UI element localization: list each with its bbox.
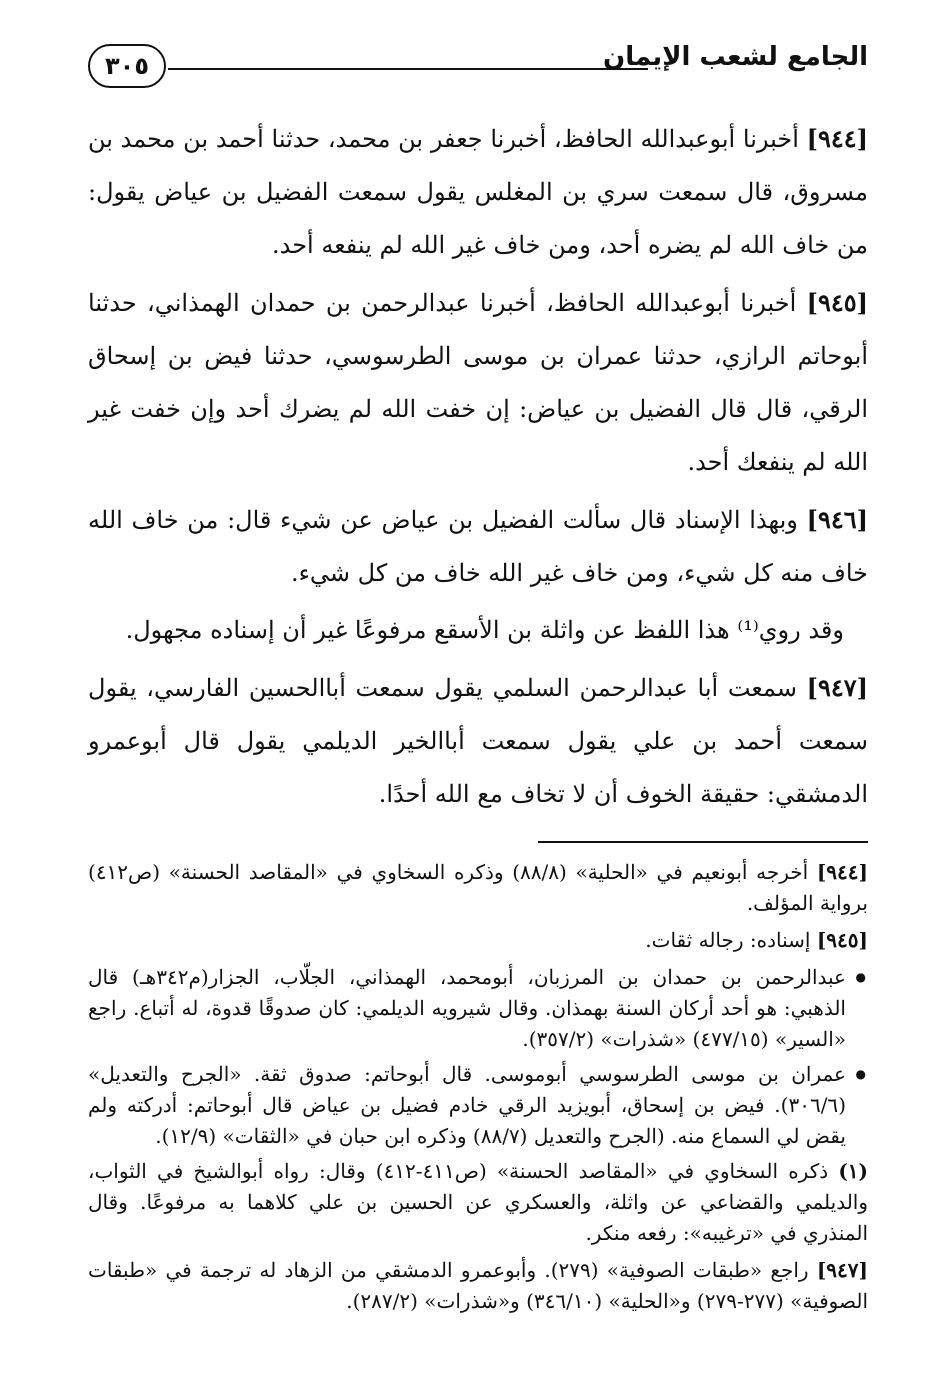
paragraph-945 [88,276,868,489]
page-number: ٣٠٥ [88,44,166,88]
paragraph-text: سمعت أبا عبدالرحمن السلمي يقول سمعت أباالحسين الفارسي، يقول سمعت أحمد بن علي يقول سمعت أباالخير الديلمي يقول قال أبوعمرو الدمشقي: حقيقة الخوف أن لا تخاف مع الله أحدًا. [88,674,868,808]
running-title: الجامع لشعب الإيمان [603,42,868,72]
footnote-text: عبدالرحمن بن حمدان بن المرزبان، أبومحمد، الهمذاني، الجلّاب، الجزار(م٣٤٢هـ) قال الذهبي: هو أحد أركان السنة بهمذان. وقال شيرويه الديلمي: كان صدوقًا قدوة، له أتباع. راجع «السير» (٤٧٧/١٥) «شذرات» (٣٥٧/٢). [88,965,846,1051]
footnote-945 [88,925,868,956]
footnote-text: أخرجه أبونعيم في «الحلية» (٨٨/٨) وذكره السخاوي في «المقاصد الحسنة» (ص٤١٢) برواية المؤلف. [88,860,868,915]
page-header [88,30,868,100]
header-rule [168,68,648,70]
footnote-number: [٩٤٥] [816,928,868,952]
footnote-number: [٩٤٤] [816,860,868,884]
footnote-text: إسناده: رجاله ثقات. [645,928,811,952]
paragraph-946 [88,493,868,600]
footnote-text: عمران بن موسى الطرسوسي أبوموسى. قال أبوحاتم: صدوق ثقة. «الجرح والتعديل» (٣٠٦/٦). فيض بن إسحاق، أبويزيد الرقي خادم فضيل بن عياض قال أبوحاتم: أدركته ولم يقض لي السماع منه. (الجرح والتعديل (٨٨/٧) وذكره ابن حبان في «الثقات» (١٢/٩). [88,1062,846,1148]
footnote-number: [٩٤٧] [816,1258,868,1282]
footnote-text: راجع «طبقات الصوفية» (٢٧٩). وأبوعمرو الدمشقي من الزهاد له ترجمة في «طبقات الصوفية» (٢٧٧-٢٧٩) و«الحلية» (٣٤٦/١٠) و«شذرات» (٢٨٧/٢). [88,1258,868,1313]
hadith-number: [٩٤٦] [806,505,868,534]
footnote-947 [88,1255,868,1317]
footnote-bullet-narrator-2 [88,1059,868,1152]
footnote-separator [538,841,868,843]
footnote-bullet-narrator-1 [88,962,868,1055]
footnote-1 [88,1156,868,1249]
hadith-number: [٩٤٧] [806,673,868,702]
paragraph-narration-note [88,604,868,657]
paragraph-text: أخبرنا أبوعبدالله الحافظ، أخبرنا عبدالرحمن بن حمدان الهمذاني، حدثنا أبوحاتم الرازي، حدثنا عمران بن موسى الطرسوسي، حدثنا فيض بن إسحاق الرقي، قال قال الفضيل بن عياض: إن خفت الله لم يضرك أحد وإن خفت غير الله لم ينفعك أحد. [88,289,868,476]
hadith-number: [٩٤٤] [806,124,868,153]
footnote-number: (١) [838,1159,868,1183]
footnote-944 [88,857,868,919]
paragraph-text: وبهذا الإسناد قال سألت الفضيل بن عياض عن شيء قال: من خاف الله خاف منه كل شيء، ومن خاف غير الله خاف من كل شيء. [88,506,868,587]
footnotes [88,857,868,1317]
paragraph-947 [88,661,868,821]
main-text [88,112,868,821]
paragraph-text: أخبرنا أبوعبدالله الحافظ، أخبرنا جعفر بن محمد، حدثنا أحمد بن محمد بن مسروق، قال سمعت سري بن المغلس يقول سمعت الفضيل بن عياض يقول: من خاف الله لم يضره أحد، ومن خاف غير الله لم ينفعه أحد. [88,125,868,259]
paragraph-944 [88,112,868,272]
footnote-text: ذكره السخاوي في «المقاصد الحسنة» (ص٤١١-٤١٢) وقال: رواه أبوالشيخ في الثواب، والديلمي والقضاعي عن واثلة، والعسكري عن الحسين بن علي كلاهما به مرفوعًا. وقال المنذري في «ترغيبه»: رفعه منكر. [88,1159,868,1245]
paragraph-text: وقد روي⁽¹⁾ هذا اللفظ عن واثلة بن الأسقع مرفوعًا غير أن إسناده مجهول. [125,616,844,644]
book-page [88,30,868,1340]
hadith-number: [٩٤٥] [806,288,869,317]
